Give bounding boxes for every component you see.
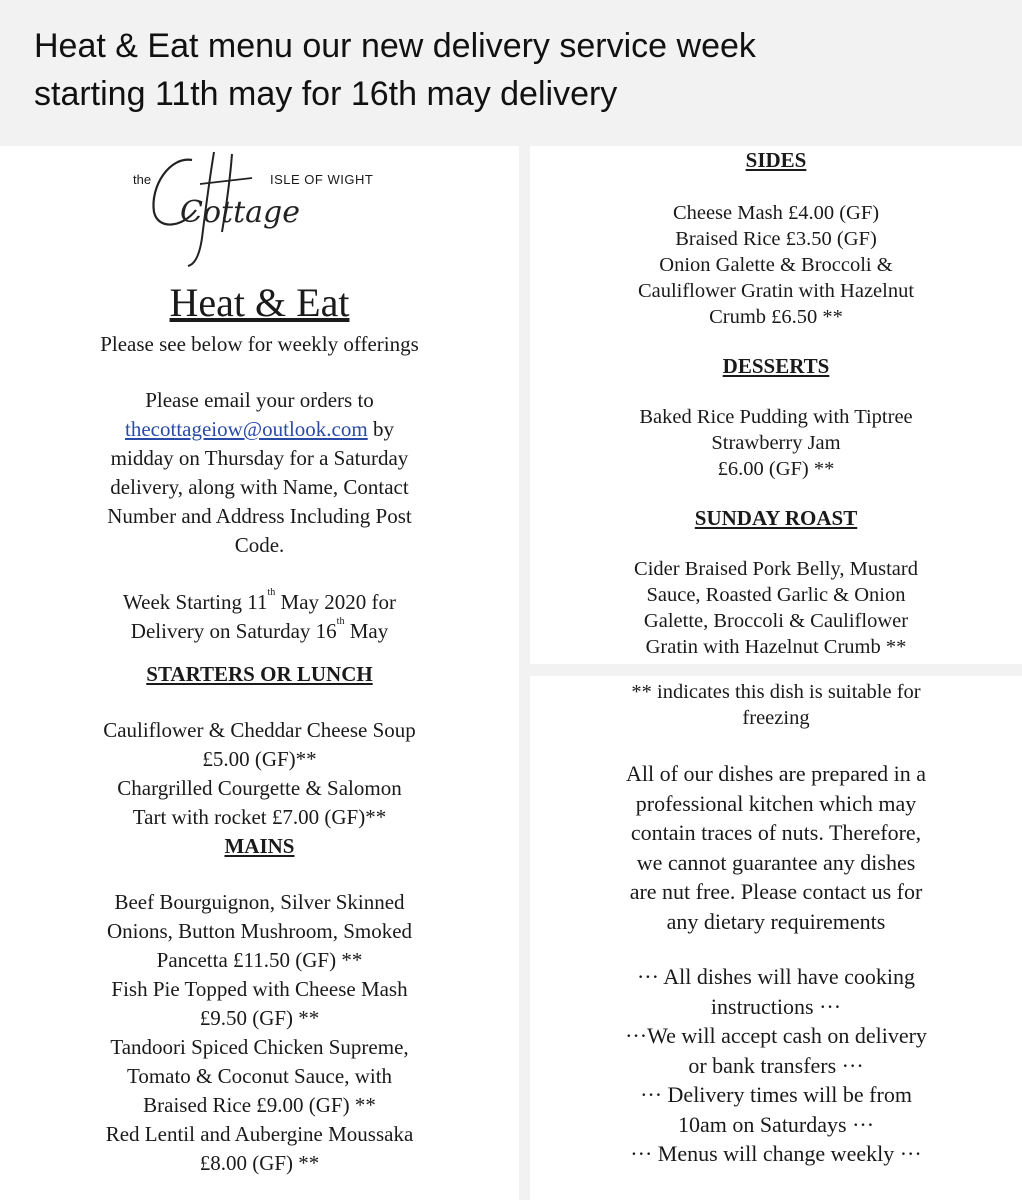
menu-item-line: Onion Galette & Broccoli & [659, 254, 893, 276]
order-line: Please email your orders to [145, 388, 374, 412]
menu-subtitle: Please see below for weekly offerings [100, 332, 419, 356]
logo-name: Cottage [180, 195, 300, 230]
menu-item-line: Tomato & Coconut Sauce, with [126, 1064, 393, 1088]
order-line: Number and Address Including Post [107, 504, 412, 528]
menu-page-right-bottom [530, 676, 1022, 1200]
note-line: ···We will accept cash on delivery [625, 1023, 927, 1048]
menu-item-line: Cauliflower & Cheddar Cheese Soup [103, 718, 416, 742]
post-title-line: Heat & Eat menu our new delivery service week [34, 27, 756, 65]
note-line: ··· Delivery times will be from [640, 1082, 912, 1107]
note-line: or bank transfers ··· [688, 1052, 864, 1078]
allergy-note [530, 759, 1022, 936]
freezing-note [530, 679, 1022, 731]
menu-item-line: Cauliflower Gratin with Hazelnut [637, 280, 915, 302]
post-title-line: starting 11th may for 16th may delivery [34, 75, 618, 113]
note-line: instructions ··· [710, 993, 842, 1019]
post-title [34, 22, 994, 118]
ordinal-suffix: th [267, 587, 276, 598]
menu-item-line: Beef Bourguignon, Silver Skinned [114, 890, 405, 914]
menu-item-line: Strawberry Jam [711, 432, 841, 454]
week-year: May 2020 for [275, 590, 396, 614]
logo-the: the [133, 172, 152, 187]
menu-item-line: Baked Rice Pudding with Tiptree [639, 406, 913, 428]
menu-item-line: Gratin with Hazelnut Crumb ** [645, 636, 907, 658]
menu-item-line: Red Lentil and Aubergine Moussaka [105, 1122, 414, 1146]
desserts-heading: DESSERTS [722, 354, 830, 378]
ordinal-suffix: th [336, 616, 345, 627]
desserts-list [530, 404, 1022, 482]
menu-item-line: Fish Pie Topped with Cheese Mash [111, 977, 408, 1001]
menu-item-line: Chargrilled Courgette & Salomon [117, 776, 402, 800]
menu-item-line: £8.00 (GF) ** [199, 1151, 320, 1175]
week-info [0, 588, 519, 646]
order-line: midday on Thursday for a Saturday [110, 446, 409, 470]
sunday-roast-heading: SUNDAY ROAST [694, 506, 858, 530]
menu-page-left [0, 146, 519, 1200]
menu-item-line: Braised Rice £3.50 (GF) [675, 228, 877, 250]
menu-item-line: Galette, Broccoli & Cauliflower [643, 610, 909, 632]
menu-item-line: Tandoori Spiced Chicken Supreme, [110, 1035, 409, 1059]
menu-item-line: Crumb £6.50 ** [709, 306, 843, 328]
note-line: ··· All dishes will have cooking [636, 964, 915, 989]
delivery-day: Delivery on Saturday 16 [130, 619, 337, 643]
note-line: ** indicates this dish is suitable for [631, 681, 921, 703]
menu-page-right-top [530, 146, 1022, 664]
menu-item-line: Pancetta £11.50 (GF) ** [156, 948, 363, 972]
note-line: any dietary requirements [666, 908, 886, 934]
menu-item-line: Onions, Button Mushroom, Smoked [106, 919, 413, 943]
sides-list [530, 200, 1022, 330]
menu-item-line: Cheese Mash £4.00 (GF) [672, 202, 880, 224]
cottage-script-logo-icon [140, 146, 320, 271]
order-instructions [0, 386, 519, 560]
note-line: are nut free. Please contact us for [629, 879, 923, 904]
order-email-link[interactable]: thecottageiow@outlook.com [125, 417, 368, 441]
logo-region: ISLE OF WIGHT [270, 172, 374, 187]
menu-item-line: £5.00 (GF)** [202, 747, 317, 771]
note-line: contain traces of nuts. Therefore, [630, 820, 922, 845]
cottage-logo [0, 146, 519, 276]
note-line: freezing [742, 707, 810, 729]
menu-item-line: Tart with rocket £7.00 (GF)** [132, 805, 387, 829]
order-line: Code. [234, 533, 285, 557]
starters-list [0, 716, 519, 832]
sunday-roast-list [530, 556, 1022, 660]
menu-title: Heat & Eat [169, 280, 350, 325]
menu-item-line: Sauce, Roasted Garlic & Onion [646, 584, 906, 606]
mains-heading: MAINS [224, 834, 295, 858]
menu-item-line: Braised Rice £9.00 (GF) ** [143, 1093, 376, 1117]
mains-list [0, 888, 519, 1178]
starters-heading: STARTERS OR LUNCH [146, 662, 373, 686]
menu-item-line: £6.00 (GF) ** [717, 458, 835, 480]
note-line: ··· Menus will change weekly ··· [630, 1141, 922, 1166]
week-start: Week Starting 11 [122, 590, 268, 614]
order-by: by [367, 417, 394, 441]
sides-heading: SIDES [745, 148, 807, 172]
note-line: 10am on Saturdays ··· [677, 1111, 875, 1137]
order-line: delivery, along with Name, Contact [110, 475, 409, 499]
menu-item-line: £9.50 (GF) ** [199, 1006, 320, 1030]
note-line: professional kitchen which may [635, 790, 917, 816]
service-notes [530, 962, 1022, 1169]
menu-item-line: Cider Braised Pork Belly, Mustard [634, 558, 918, 580]
note-line: All of our dishes are prepared in a [626, 761, 926, 786]
note-line: we cannot guarantee any dishes [636, 849, 916, 875]
delivery-month: May [344, 619, 389, 643]
